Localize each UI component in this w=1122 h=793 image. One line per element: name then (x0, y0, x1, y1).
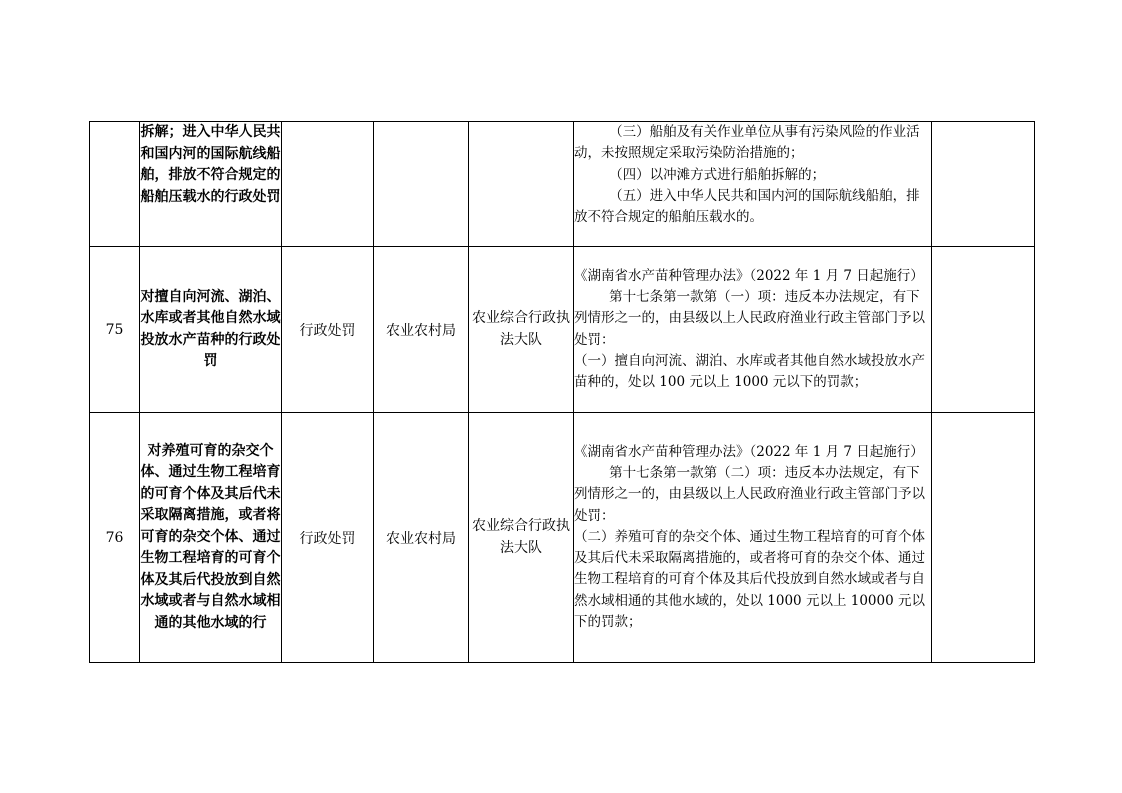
enforcement-unit: 农业综合行政执法大队 (469, 247, 574, 413)
basis-paragraph: （五）进入中华人民共和国内河的国际航线船舶，排放不符合规定的船舶压载水的。 (574, 187, 920, 226)
table-row (90, 122, 1035, 247)
basis-paragraph: 第十七条第一款第（二）项：违反本办法规定，有下列情形之一的，由县级以上人民政府渔业行政主管部门予以处罚： (574, 464, 925, 524)
table-row (90, 247, 1035, 413)
responsible-department: 农业农村局 (374, 413, 469, 663)
basis-paragraph: 第十七条第一款第（一）项：违反本办法规定，有下列情形之一的，由县级以上人民政府渔业行政主管部门予以处罚： (574, 288, 925, 348)
item-name: 对擅自向河流、湖泊、水库或者其他自然水域投放水产苗种的行政处罚 (140, 247, 282, 413)
penalty-table (89, 121, 1035, 663)
item-name: 对养殖可育的杂交个体、通过生物工程培育的可育个体及其后代未采取隔离措施，或者将可育的杂交个体、通过生物工程培育的可育个体及其后代投放到自然水域或者与自然水域相通的其他水域的行 (140, 413, 282, 663)
remarks (932, 247, 1035, 413)
responsible-department (374, 122, 469, 247)
remarks (932, 413, 1035, 663)
basis-paragraph: （四）以冲滩方式进行船舶拆解的； (609, 166, 826, 183)
legal-basis (574, 247, 932, 413)
remarks (932, 122, 1035, 247)
row-number (90, 122, 140, 247)
row-number: 75 (90, 247, 140, 413)
item-name: 拆解；进入中华人民共和国内河的国际航线船舶，排放不符合规定的船舶压载水的行政处罚 (140, 122, 282, 247)
legal-basis (574, 413, 932, 663)
row-number: 76 (90, 413, 140, 663)
basis-paragraph: 《湖南省水产苗种管理办法》（2022 年 1 月 7 日起施行） (574, 267, 924, 284)
item-type: 行政处罚 (282, 247, 374, 413)
basis-paragraph: （一）擅自向河流、湖泊、水库或者其他自然水域投放水产苗种的，处以 100 元以上 1000 元以下的罚款； (574, 352, 925, 391)
basis-paragraph: （二）养殖可育的杂交个体、通过生物工程培育的可育个体及其后代未采取隔离措施的，或者将可育的杂交个体、通过生物工程培育的可育个体及其后代投放到自然水域或者与自然水域相通的其他水域的，处以 1000 元以上 10000 元以下的罚款； (574, 528, 925, 631)
item-type (282, 122, 374, 247)
item-type: 行政处罚 (282, 413, 374, 663)
responsible-department: 农业农村局 (374, 247, 469, 413)
basis-paragraph: （三）船舶及有关作业单位从事有污染风险的作业活动，未按照规定采取污染防治措施的； (574, 124, 920, 162)
basis-paragraph: 《湖南省水产苗种管理办法》（2022 年 1 月 7 日起施行） (574, 443, 924, 460)
legal-basis (574, 122, 932, 247)
enforcement-unit (469, 122, 574, 247)
enforcement-unit: 农业综合行政执法大队 (469, 413, 574, 663)
table-row (90, 413, 1035, 663)
